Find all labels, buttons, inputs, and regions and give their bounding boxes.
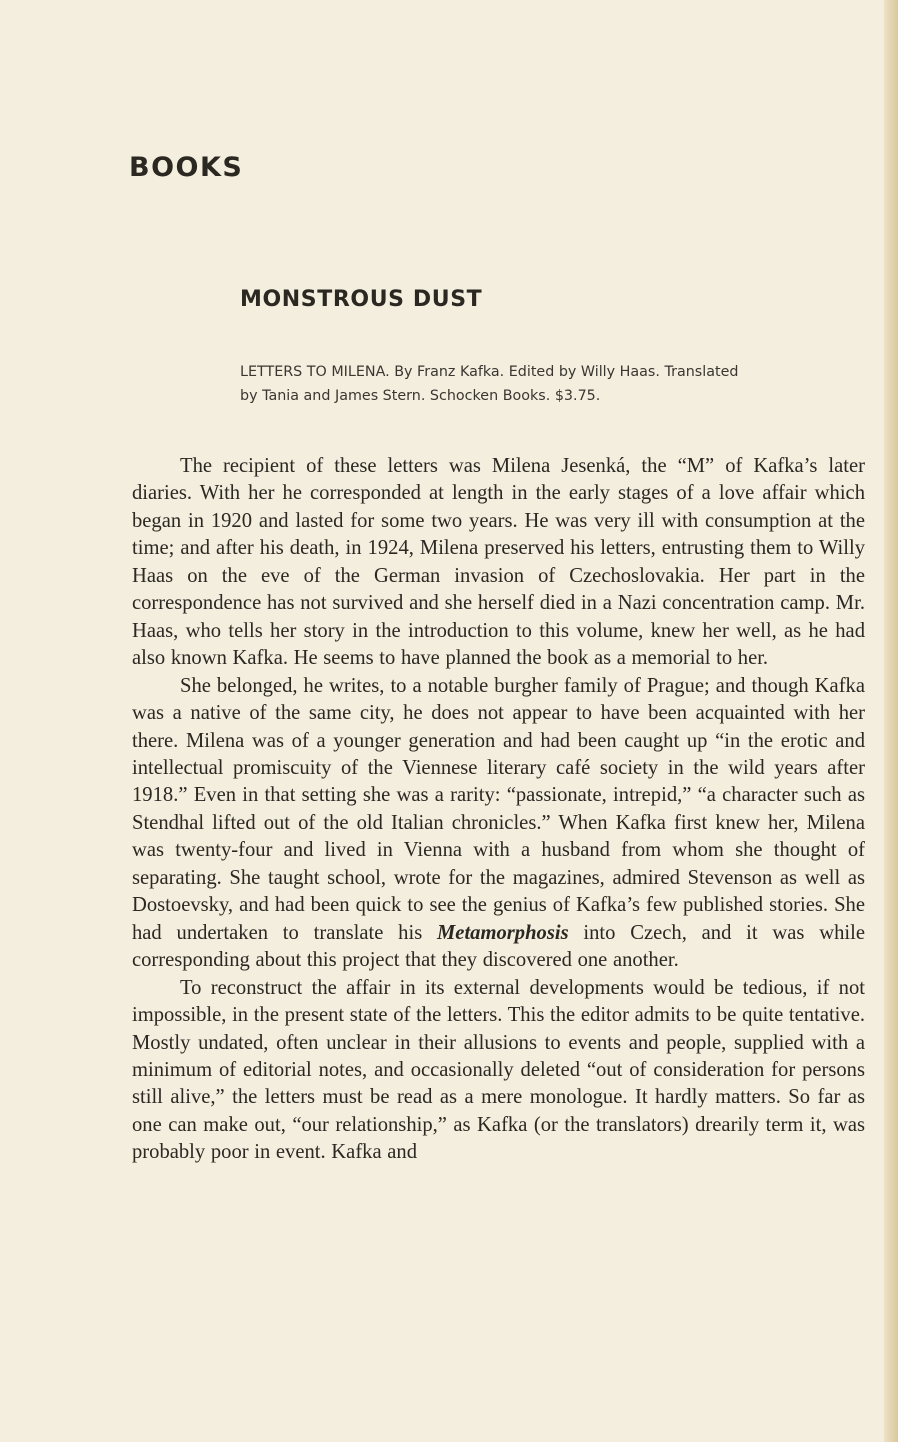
book-citation <box>240 360 865 408</box>
article-title: MONSTROUS DUST <box>240 287 483 312</box>
paragraph-2-end: into Czech, and it was while corresponding about this project that they discovered one another. <box>132 921 865 972</box>
paragraph-2 <box>132 673 865 975</box>
article-body <box>132 453 865 1167</box>
paragraph-3: To reconstruct the affair in its external developments would be tedious, if not impossible, in the present state of the letters. This the editor admits to be quite tentative. Mostly undated, often unclear in their allusions to events and people, supplied with a minimum of editorial notes, and occasionally deleted “out of consideration for persons still alive,” the letters must be read as a mere monologue. It hardly matters. So far as one can make out, “our relationship,” as Kafka (or the translators) drearily term it, was probably poor in event. Kafka and <box>132 976 865 1164</box>
section-heading: BOOKS <box>129 152 244 183</box>
book-citation-line-1: LETTERS TO MILENA. By Franz Kafka. Edited by Willy Haas. Translated <box>240 364 739 380</box>
page-edge <box>884 0 898 1442</box>
paragraph-1: The recipient of these letters was Milena Jesenká, the “M” of Kafka’s later diaries. With her he corresponded at length in the early stages of a love affair which began in 1920 and lasted for some two years. He was very ill with consumption at the time; and after his death, in 1924, Milena preserved his letters, entrusting them to Willy Haas on the eve of the German invasion of Czechoslovakia. Her part in the correspondence has not survived and she herself died in a Nazi concentration camp. Mr. Haas, who tells her story in the introduction to this volume, knew her well, as he had also known Kafka. He seems to have planned the book as a memorial to her. <box>132 455 865 670</box>
book-title-italic: Metamorphosis <box>437 921 569 944</box>
paragraph-2-start: She belonged, he writes, to a notable burgher family of Prague; and though Kafka was a native of the same city, he does not appear to have been acquainted with her there. Milena was of a younger generation and had been caught up “in the erotic and intellectual promiscuity of the Viennese literary café society in the wild years after 1918.” Even in that setting she was a rarity: “passionate, intrepid,” “a character such as Stendhal lifted out of the old Italian chronicles.” When Kafka first knew her, Milena was twenty-four and lived in Vienna with a husband from whom she thought of separating. She taught school, wrote for the magazines, admired Stevenson as well as Dostoevsky, and had been quick to see the genius of Kafka’s few published stories. She had undertaken to translate his <box>132 674 865 944</box>
book-citation-line-2: by Tania and James Stern. Schocken Books. $3.75. <box>240 388 601 404</box>
